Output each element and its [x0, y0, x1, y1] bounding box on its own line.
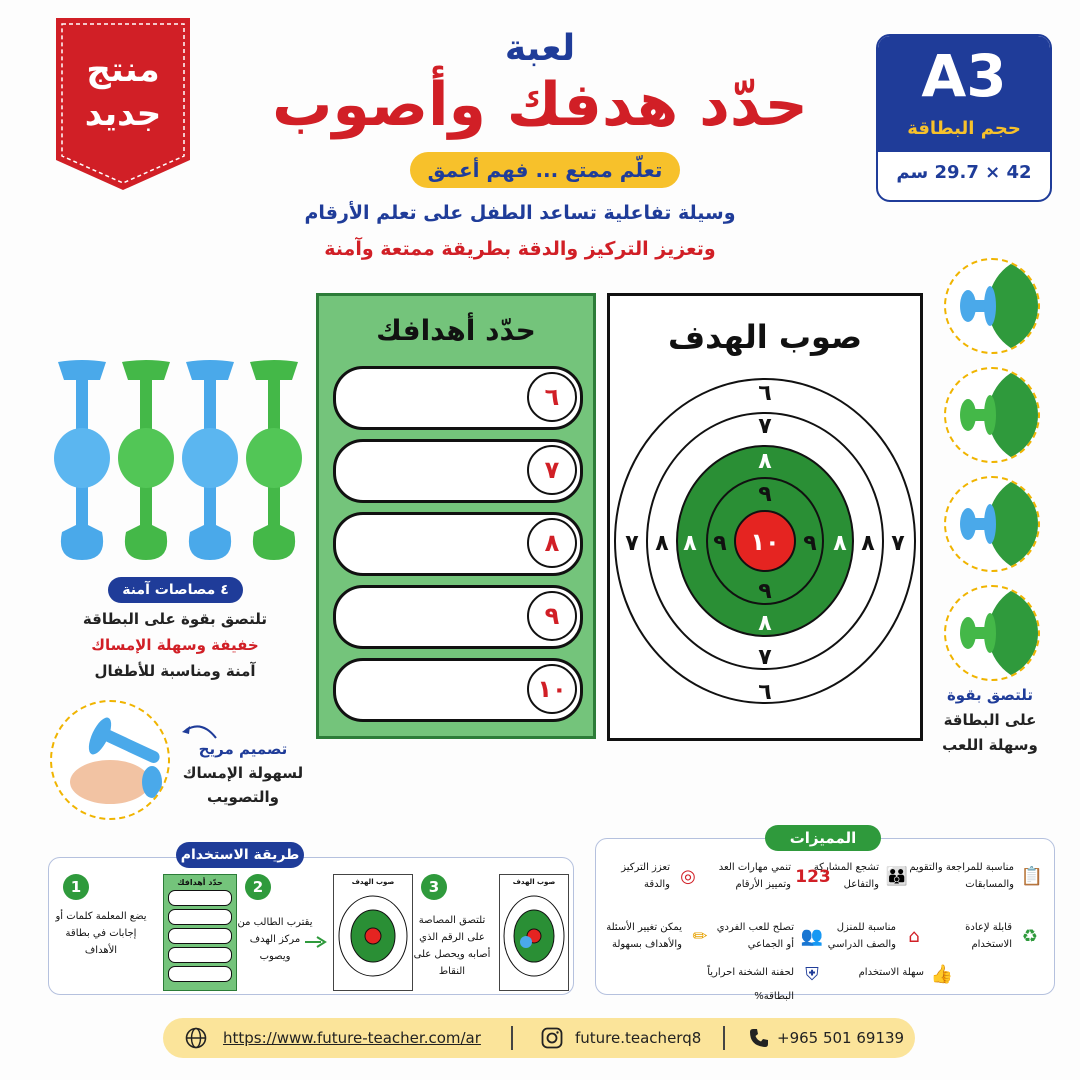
badge-line2: جديد [84, 94, 162, 134]
ring-label: ٦ [758, 680, 772, 705]
goal-row [333, 512, 583, 576]
footer-divider [511, 1026, 513, 1050]
globe-icon [185, 1027, 207, 1049]
title-top: لعبة [504, 28, 576, 69]
stick-line2: على البطاقة [943, 711, 1037, 729]
ring-label: ٨ [758, 611, 772, 636]
feature-text: تصلح للعب الفردي أو الجماعي [716, 922, 794, 950]
goal-number: ٨ [527, 518, 577, 568]
goal-row [333, 439, 583, 503]
stick-line3: وسهلة اللعب [942, 736, 1038, 754]
stick-photo-3 [944, 476, 1040, 572]
goals-panel [316, 293, 596, 739]
ring-label: ٧ [891, 531, 905, 556]
stick-photo-4 [944, 585, 1040, 681]
ring-label: ٩ [758, 579, 772, 604]
ring-label: ٨ [758, 449, 772, 474]
house-icon: ⌂ [908, 926, 920, 947]
feature-text: تنمي مهارات العد وتمييز الأرقام [718, 862, 791, 890]
page-title: حدّد هدفك وأصوب [272, 70, 808, 140]
target-card-title: صوب الهدف [667, 318, 863, 356]
feature-item [691, 859, 831, 899]
ring-label: ٧ [758, 645, 772, 670]
step2-text: يقترب الطالب من مركز الهدف ويصوب [237, 917, 313, 962]
feature-text: يمكن تغيير الأسئلة والأهداف بسهولة [606, 922, 682, 950]
mini-target-icon [334, 886, 412, 982]
comfort-line1: تصميم مريح [198, 740, 288, 758]
feature-item [602, 919, 714, 959]
step3-text: تلتصق المصاصة على الرقم الذي أصابه ويحصل على النقاط [413, 915, 491, 977]
target-card [607, 293, 923, 741]
numbers-icon: 123 [795, 867, 831, 887]
people-icon: 👪 [885, 866, 909, 887]
feature-text: مناسبة للمنزل والصف الدراسي [827, 922, 896, 950]
ring-label: ٩ [803, 531, 817, 556]
cup-on-card-blue-icon [946, 478, 1038, 570]
suction-cups-icon [50, 360, 310, 565]
mini-goals-title: حدّد أهدافك [177, 878, 223, 887]
target-board [610, 366, 920, 706]
instagram-icon [541, 1027, 563, 1049]
step1-mini-goals [163, 874, 237, 991]
clipboard-icon: 📋 [1020, 866, 1044, 887]
feature-text: قابلة لإعادة الاستخدام [965, 922, 1012, 950]
ring-label: ٨ [655, 531, 669, 556]
ring-label: ٩ [713, 531, 727, 556]
hand-photo [50, 700, 170, 820]
goal-number: ١٠ [527, 664, 577, 714]
size-label: A3 [921, 42, 1007, 110]
description-line1: وسيلة تفاعلية تساعد الطفل على تعلم الأرقام [304, 202, 736, 224]
usage-title: طريقة الاستخدام [176, 842, 304, 868]
ring-label: ٧ [625, 531, 639, 556]
feature-item [706, 919, 826, 959]
feature-text: تشجع المشاركة والتفاعل [813, 862, 879, 890]
description-line2: وتعزيز التركيز والدقة بطريقة ممتعة وآمنة [324, 238, 716, 260]
cups-line2: خفيفة وسهلة الإمساك [91, 636, 259, 654]
shield-icon: ⛨ [805, 964, 819, 985]
feature-item [836, 961, 956, 987]
target-icon: ◎ [680, 866, 696, 887]
group-icon: 👥 [800, 926, 824, 947]
ring-label: ٨ [683, 531, 697, 556]
feature-item [926, 919, 1044, 959]
features-section [595, 838, 1055, 1002]
feature-item [602, 859, 702, 899]
goal-number: ٦ [527, 372, 577, 422]
feature-text: سهلة الاستخدام [858, 967, 924, 978]
hand-holding-cup-icon [52, 702, 168, 818]
stick-photo-1 [944, 258, 1040, 354]
mini-target-hit-icon [500, 886, 568, 982]
goal-number: ٧ [527, 445, 577, 495]
cups-line3: آمنة ومناسبة للأطفال [94, 662, 256, 680]
ring-label: ٦ [758, 381, 772, 406]
features-title: المميزات [765, 825, 881, 851]
feature-item [906, 859, 1046, 899]
size-dimensions: 42 × 29.7 سم [896, 162, 1032, 183]
goal-number: ٩ [527, 591, 577, 641]
feature-item [676, 961, 826, 1002]
tagline-pill: تعلّم ممتع ... فهم أعمق [410, 152, 680, 188]
suction-cups-group [50, 360, 310, 565]
cup-on-card-blue-icon [946, 260, 1038, 352]
right-arrow-icon [305, 936, 327, 948]
phone-icon [749, 1028, 769, 1048]
step2-mini-target [333, 874, 413, 991]
new-product-badge [52, 18, 194, 190]
goal-row [333, 585, 583, 649]
goal-row [333, 366, 583, 430]
usage-section [48, 857, 574, 995]
ring-label: ٩ [758, 482, 772, 507]
mini-target-title: صوب الهدف [512, 878, 556, 886]
step3-number: 3 [421, 874, 447, 900]
step2-number: 2 [245, 874, 271, 900]
ring-label: ٨ [833, 531, 847, 556]
step3-mini-target [499, 874, 569, 991]
phone-number[interactable]: +965 501 69139 [777, 1029, 905, 1047]
stick-photo-2 [944, 367, 1040, 463]
comfort-line2: لسهولة الإمساك [182, 764, 304, 782]
step1-number: 1 [63, 874, 89, 900]
ring-center-label: ١٠ [750, 528, 780, 556]
pencil-icon: ✏ [692, 926, 708, 947]
comfort-line3: والتصويب [207, 788, 279, 806]
recycle-icon: ♻ [1021, 926, 1039, 947]
size-card [876, 34, 1052, 202]
goals-panel-title: حدّد أهدافك [376, 314, 536, 347]
cups-line1: تلتصق بقوة على البطاقة [82, 610, 268, 628]
ring-label: ٨ [861, 531, 875, 556]
goal-row [333, 658, 583, 722]
curved-arrow-icon [180, 720, 220, 742]
feature-item [816, 919, 928, 959]
cups-badge: ٤ مصاصات آمنة [108, 577, 243, 603]
ring-label: ٧ [758, 414, 772, 439]
footer-divider [723, 1026, 725, 1050]
badge-line1: منتج [86, 50, 160, 90]
feature-text: تعزز التركيز والدقة [621, 862, 670, 890]
website-link[interactable]: https://www.future-teacher.com/ar [223, 1029, 481, 1047]
feature-text: لحفنة الشخنة احرارياً البطاقة% [707, 967, 794, 1002]
cup-on-card-green-icon [946, 587, 1038, 679]
stick-line1: تلتصق بقوة [946, 686, 1034, 704]
size-caption: حجم البطاقة [907, 118, 1021, 139]
cup-on-card-green-icon [946, 369, 1038, 461]
feature-text: مناسبة للمراجعة والتقويم والمسابقات [909, 862, 1014, 890]
mini-target-title: صوب الهدف [351, 878, 395, 886]
instagram-handle[interactable]: future.teacherq8 [575, 1029, 702, 1047]
step1-text: يضع المعلمة كلمات أو إجابات في بطاقة الأهداف [55, 911, 147, 956]
footer-bar [163, 1018, 915, 1058]
thumbs-up-icon: 👍 [930, 964, 954, 985]
